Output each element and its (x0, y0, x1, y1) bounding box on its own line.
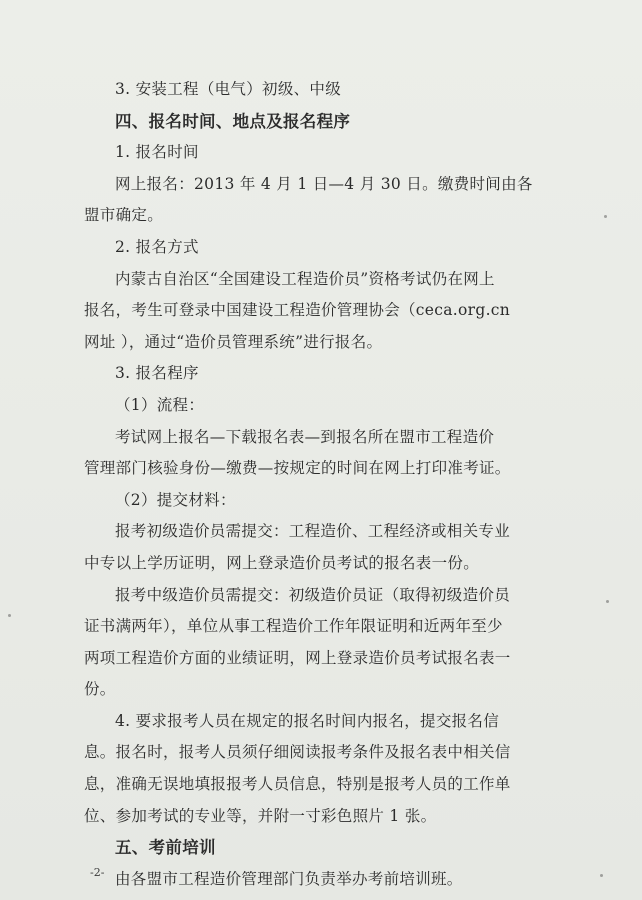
section-heading-registration: 四、报名时间、地点及报名程序 (115, 111, 351, 131)
paragraph-line: 考试网上报名—下载报名表—到报名所在盟市工程造价 (115, 427, 495, 446)
paragraph-line: 报考中级造价员需提交：初级造价员证（取得初级造价员 (115, 585, 511, 604)
paragraph-line: 息。报名时，报考人员须仔细阅读报考条件及报名表中相关信 (84, 743, 511, 762)
scan-speck (606, 600, 609, 603)
document-body (84, 74, 584, 895)
paragraph-line: 报名，考生可登录中国建设工程造价管理协会（ceca.org.cn (84, 301, 511, 320)
section-heading-training: 五、考前培训 (115, 838, 216, 858)
subheading-flow: （1）流程： (115, 395, 205, 414)
scan-speck (600, 874, 603, 877)
paragraph-line: 由各盟市工程造价管理部门负责举办考前培训班。 (115, 869, 463, 888)
list-item-installation-level: 3. 安装工程（电气）初级、中级 (115, 80, 342, 98)
paragraph-line: 报考初级造价员需提交：工程造价、工程经济或相关专业 (115, 522, 511, 541)
subheading-registration-time: 1. 报名时间 (115, 143, 199, 162)
subheading-materials: （2）提交材料： (115, 490, 236, 509)
paragraph-line: 中专以上学历证明，网上登录造价员考试的报名表一份。 (84, 553, 480, 572)
paragraph-line: 网上报名：2013 年 4 月 1 日—4 月 30 日。缴费时间由各 (115, 174, 533, 193)
paragraph-line: 份。 (84, 680, 116, 699)
subheading-registration-procedure: 3. 报名程序 (115, 364, 199, 383)
paragraph-line: 证书满两年），单位从事工程造价工作年限证明和近两年至少 (84, 617, 503, 636)
subheading-registration-method: 2. 报名方式 (115, 237, 199, 256)
scan-speck (604, 215, 607, 218)
paragraph-line: 网址 ），通过“造价员管理系统”进行报名。 (84, 332, 383, 351)
page-number: -2- (90, 866, 105, 879)
paragraph-line: 4. 要求报考人员在规定的报名时间内报名，提交报名信 (115, 711, 500, 730)
paragraph-line: 管理部门核验身份—缴费—按规定的时间在网上打印准考证。 (84, 459, 511, 478)
scan-speck (8, 614, 11, 617)
paragraph-line: 盟市确定。 (84, 206, 164, 225)
paragraph-line: 位、参加考试的专业等，并附一寸彩色照片 1 张。 (84, 806, 437, 825)
paragraph-line: 两项工程造价方面的业绩证明，网上登录造价员考试报名表一 (84, 648, 511, 667)
paragraph-line: 息，准确无误地填报报考人员信息，特别是报考人员的工作单 (84, 775, 511, 794)
paragraph-line: 内蒙古自治区“全国建设工程造价员”资格考试仍在网上 (115, 269, 495, 288)
